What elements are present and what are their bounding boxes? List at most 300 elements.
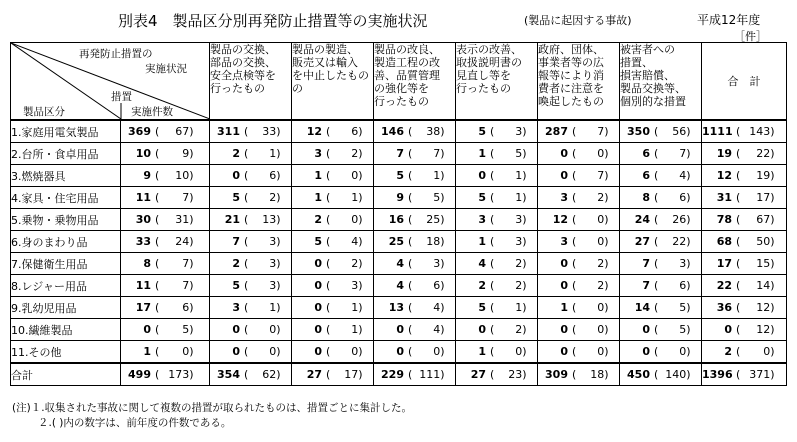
count-value: 11 <box>135 279 151 292</box>
implementation-count-cell <box>121 363 210 386</box>
row-label: 3.燃焼器具 <box>11 165 121 187</box>
count-value: 22 <box>716 279 732 292</box>
row-label: 1.家庭用電気製品 <box>11 120 121 143</box>
implementation-count-cell <box>121 209 210 231</box>
count-value: 3 <box>478 213 486 226</box>
count-value: 13 <box>388 301 404 314</box>
count-value: 2 <box>314 213 322 226</box>
previous-year-value: ( 56) <box>654 125 691 138</box>
implementation-count-cell <box>121 120 210 143</box>
count-value: 0 <box>560 257 568 270</box>
measure-cell <box>210 143 292 165</box>
measure-cell <box>210 275 292 297</box>
count-value: 5 <box>478 191 486 204</box>
previous-year-value: ( 4) <box>408 301 445 314</box>
measure-cell <box>374 143 456 165</box>
previous-year-value: ( 1) <box>244 147 281 160</box>
count-value: 12 <box>552 213 568 226</box>
count-value: 0 <box>560 345 568 358</box>
previous-year-value: ( 13) <box>244 213 281 226</box>
status-table <box>10 42 787 386</box>
table-row <box>11 143 787 165</box>
table-row <box>11 341 787 364</box>
measure-cell <box>292 143 374 165</box>
previous-year-value: ( 0) <box>572 323 609 336</box>
previous-year-value: ( 0) <box>408 345 445 358</box>
count-value: 0 <box>642 323 650 336</box>
measure-cell <box>620 341 702 364</box>
previous-year-value: ( 6) <box>408 279 445 292</box>
table-row <box>11 319 787 341</box>
count-value: 350 <box>627 125 650 138</box>
column-header: 製品の改良、 製造工程の改 善、品質管理 の強化等を 行ったもの <box>374 43 456 121</box>
count-value: 24 <box>634 213 650 226</box>
column-header: 製品の製造、 販売又は輸入 を中止したもの の <box>292 43 374 121</box>
implementation-count-cell <box>121 275 210 297</box>
previous-year-value: ( 5) <box>155 323 194 336</box>
row-label: 合計 <box>11 363 121 386</box>
count-value: 7 <box>396 147 404 160</box>
count-value: 0 <box>642 345 650 358</box>
count-value: 0 <box>232 345 240 358</box>
table-row <box>11 231 787 253</box>
measure-cell <box>456 187 538 209</box>
page-subtitle: (製品に起因する事故) <box>524 14 632 27</box>
count-value: 9 <box>143 169 151 182</box>
previous-year-value: ( 3) <box>654 257 691 270</box>
previous-year-value: ( 0) <box>244 323 281 336</box>
count-value: 146 <box>381 125 404 138</box>
previous-year-value: ( 5) <box>654 301 691 314</box>
previous-year-value: ( 1) <box>244 301 281 314</box>
previous-year-value: ( 0) <box>572 345 609 358</box>
count-value: 31 <box>716 191 732 204</box>
corner-label-status: 実施状況 <box>145 63 187 75</box>
previous-year-value: ( 1) <box>490 169 527 182</box>
count-value: 78 <box>716 213 732 226</box>
count-value: 6 <box>642 169 650 182</box>
measure-cell <box>210 231 292 253</box>
total-cell <box>702 209 787 231</box>
count-value: 309 <box>545 368 568 381</box>
total-cell <box>702 143 787 165</box>
measure-cell <box>456 231 538 253</box>
count-value: 0 <box>560 147 568 160</box>
previous-year-value: ( 3) <box>408 257 445 270</box>
count-value: 3 <box>314 147 322 160</box>
previous-year-value: ( 2) <box>572 257 609 270</box>
measure-cell <box>374 209 456 231</box>
count-value: 5 <box>396 169 404 182</box>
measure-cell <box>292 120 374 143</box>
previous-year-value: ( 173) <box>155 368 194 381</box>
measure-cell <box>374 319 456 341</box>
table-row <box>11 209 787 231</box>
fiscal-year: 平成12年度 <box>697 13 761 27</box>
measure-cell <box>538 363 620 386</box>
measure-cell <box>292 231 374 253</box>
count-value: 30 <box>135 213 151 226</box>
count-value: 3 <box>232 301 240 314</box>
total-row <box>11 363 787 386</box>
measure-cell <box>374 187 456 209</box>
measure-cell <box>620 319 702 341</box>
previous-year-value: ( 143) <box>736 125 775 138</box>
previous-year-value: ( 15) <box>736 257 775 270</box>
implementation-count-cell <box>121 341 210 364</box>
count-value: 8 <box>642 191 650 204</box>
count-value: 0 <box>314 301 322 314</box>
count-value: 0 <box>560 169 568 182</box>
total-cell <box>702 275 787 297</box>
count-value: 1396 <box>702 368 733 381</box>
previous-year-value: ( 6) <box>244 169 281 182</box>
count-value: 0 <box>396 323 404 336</box>
previous-year-value: ( 24) <box>155 235 194 248</box>
previous-year-value: ( 1) <box>326 191 363 204</box>
count-value: 1 <box>314 169 322 182</box>
count-value: 5 <box>478 301 486 314</box>
total-cell <box>702 187 787 209</box>
measure-cell <box>538 297 620 319</box>
row-label: 2.台所・食卓用品 <box>11 143 121 165</box>
footnote: ２.( )内の数字は、前年度の件数である。 <box>38 417 232 429</box>
measure-cell <box>292 253 374 275</box>
count-value: 2 <box>232 147 240 160</box>
total-cell <box>702 319 787 341</box>
total-cell <box>702 120 787 143</box>
measure-cell <box>538 341 620 364</box>
count-value: 68 <box>716 235 732 248</box>
count-value: 4 <box>396 279 404 292</box>
implementation-count-cell <box>121 297 210 319</box>
previous-year-value: ( 14) <box>736 279 775 292</box>
count-value: 0 <box>143 323 151 336</box>
previous-year-value: ( 3) <box>490 213 527 226</box>
measure-cell <box>210 187 292 209</box>
measure-cell <box>620 143 702 165</box>
count-value: 5 <box>232 279 240 292</box>
previous-year-value: ( 0) <box>490 345 527 358</box>
previous-year-value: ( 5) <box>408 191 445 204</box>
previous-year-value: ( 17) <box>736 191 775 204</box>
previous-year-value: ( 10) <box>155 169 194 182</box>
previous-year-value: ( 18) <box>572 368 609 381</box>
previous-year-value: ( 3) <box>244 257 281 270</box>
measure-cell <box>456 341 538 364</box>
count-value: 21 <box>224 213 240 226</box>
previous-year-value: ( 5) <box>490 147 527 160</box>
corner-label-measures: 再発防止措置の <box>79 48 153 60</box>
count-value: 2 <box>232 257 240 270</box>
column-header: 政府、団体、 事業者等の広 報等により消 費者に注意を 喚起したもの <box>538 43 620 121</box>
corner-label-category: 製品区分 <box>23 106 65 118</box>
count-value: 17 <box>135 301 151 314</box>
measure-cell <box>210 297 292 319</box>
count-value: 1111 <box>702 125 733 138</box>
previous-year-value: ( 50) <box>736 235 775 248</box>
unit-label: ［件］ <box>734 30 767 43</box>
column-header: 製品の交換、 部品の交換、 安全点検等を 行ったもの <box>210 43 292 121</box>
header-row <box>11 43 787 121</box>
table-row <box>11 187 787 209</box>
previous-year-value: ( 67) <box>155 125 194 138</box>
count-value: 11 <box>135 191 151 204</box>
measure-cell <box>374 253 456 275</box>
previous-year-value: ( 3) <box>490 235 527 248</box>
count-value: 7 <box>232 235 240 248</box>
previous-year-value: ( 6) <box>155 301 194 314</box>
previous-year-value: ( 9) <box>155 147 194 160</box>
count-value: 0 <box>314 345 322 358</box>
count-value: 19 <box>716 147 732 160</box>
count-value: 0 <box>478 169 486 182</box>
measure-cell <box>292 209 374 231</box>
measure-cell <box>620 253 702 275</box>
measure-cell <box>456 253 538 275</box>
implementation-count-cell <box>121 143 210 165</box>
previous-year-value: ( 111) <box>408 368 445 381</box>
measure-cell <box>538 165 620 187</box>
count-value: 3 <box>560 235 568 248</box>
table-row <box>11 120 787 143</box>
previous-year-value: ( 7) <box>654 147 691 160</box>
total-cell <box>702 231 787 253</box>
count-value: 0 <box>396 345 404 358</box>
measure-cell <box>456 275 538 297</box>
measure-cell <box>210 120 292 143</box>
previous-year-value: ( 23) <box>490 368 527 381</box>
previous-year-value: ( 22) <box>654 235 691 248</box>
previous-year-value: ( 2) <box>572 279 609 292</box>
previous-year-value: ( 2) <box>490 323 527 336</box>
count-value: 0 <box>560 323 568 336</box>
measure-cell <box>538 319 620 341</box>
page-title: 別表4 製品区分別再発防止措置等の実施状況 <box>118 12 428 30</box>
previous-year-value: ( 1) <box>326 323 363 336</box>
previous-year-value: ( 2) <box>326 257 363 270</box>
measure-cell <box>210 341 292 364</box>
total-cell <box>702 341 787 364</box>
count-value: 450 <box>627 368 650 381</box>
total-cell <box>702 363 787 386</box>
previous-year-value: ( 12) <box>736 323 775 336</box>
measure-cell <box>292 341 374 364</box>
count-value: 1 <box>560 301 568 314</box>
measure-cell <box>620 275 702 297</box>
count-value: 5 <box>232 191 240 204</box>
previous-year-value: ( 0) <box>326 213 363 226</box>
previous-year-value: ( 3) <box>490 125 527 138</box>
measure-cell <box>374 363 456 386</box>
implementation-count-cell <box>121 253 210 275</box>
measure-cell <box>620 231 702 253</box>
count-value: 12 <box>716 169 732 182</box>
count-value: 10 <box>135 147 151 160</box>
row-label: 7.保健衛生用品 <box>11 253 121 275</box>
previous-year-value: ( 62) <box>244 368 281 381</box>
count-value: 12 <box>306 125 322 138</box>
count-value: 27 <box>634 235 650 248</box>
measure-cell <box>210 253 292 275</box>
previous-year-value: ( 6) <box>654 191 691 204</box>
previous-year-value: ( 4) <box>654 169 691 182</box>
measure-cell <box>620 187 702 209</box>
previous-year-value: ( 19) <box>736 169 775 182</box>
total-cell <box>702 253 787 275</box>
previous-year-value: ( 3) <box>244 279 281 292</box>
previous-year-value: ( 4) <box>408 323 445 336</box>
implementation-count-cell <box>121 231 210 253</box>
previous-year-value: ( 0) <box>736 345 775 358</box>
measure-cell <box>620 297 702 319</box>
previous-year-value: ( 38) <box>408 125 445 138</box>
previous-year-value: ( 6) <box>654 279 691 292</box>
measure-cell <box>456 120 538 143</box>
previous-year-value: ( 31) <box>155 213 194 226</box>
count-value: 369 <box>128 125 151 138</box>
row-label: 6.身のまわり品 <box>11 231 121 253</box>
count-value: 5 <box>478 125 486 138</box>
measure-cell <box>456 363 538 386</box>
table-row <box>11 165 787 187</box>
previous-year-value: ( 1) <box>490 301 527 314</box>
previous-year-value: ( 0) <box>572 235 609 248</box>
previous-year-value: ( 7) <box>572 169 609 182</box>
previous-year-value: ( 2) <box>572 191 609 204</box>
count-value: 0 <box>478 323 486 336</box>
measure-cell <box>538 143 620 165</box>
measure-cell <box>374 341 456 364</box>
count-value: 3 <box>560 191 568 204</box>
count-value: 229 <box>381 368 404 381</box>
implementation-count-cell <box>121 165 210 187</box>
measure-cell <box>292 363 374 386</box>
previous-year-value: ( 2) <box>244 191 281 204</box>
previous-year-value: ( 2) <box>326 147 363 160</box>
count-value: 354 <box>217 368 240 381</box>
measure-cell <box>292 319 374 341</box>
count-value: 1 <box>478 345 486 358</box>
count-value: 0 <box>724 323 732 336</box>
previous-year-value: ( 67) <box>736 213 775 226</box>
total-cell <box>702 297 787 319</box>
previous-year-value: ( 1) <box>326 301 363 314</box>
count-value: 0 <box>314 257 322 270</box>
previous-year-value: ( 2) <box>490 279 527 292</box>
previous-year-value: ( 7) <box>155 257 194 270</box>
previous-year-value: ( 0) <box>572 213 609 226</box>
count-value: 0 <box>232 323 240 336</box>
previous-year-value: ( 1) <box>490 191 527 204</box>
count-value: 287 <box>545 125 568 138</box>
measure-cell <box>538 253 620 275</box>
row-label: 8.レジャー用品 <box>11 275 121 297</box>
previous-year-value: ( 7) <box>155 191 194 204</box>
count-value: 36 <box>716 301 732 314</box>
table-row <box>11 253 787 275</box>
measure-cell <box>292 165 374 187</box>
previous-year-value: ( 25) <box>408 213 445 226</box>
corner-label-count: 実施件数 <box>131 106 173 118</box>
measure-cell <box>456 165 538 187</box>
count-value: 499 <box>128 368 151 381</box>
count-value: 7 <box>642 279 650 292</box>
previous-year-value: ( 2) <box>490 257 527 270</box>
count-value: 33 <box>135 235 151 248</box>
count-value: 9 <box>396 191 404 204</box>
corner-header <box>11 43 210 121</box>
column-header: 表示の改善、 取扱説明書の 見直し等を 行ったもの <box>456 43 538 121</box>
previous-year-value: ( 371) <box>736 368 775 381</box>
count-value: 2 <box>724 345 732 358</box>
previous-year-value: ( 140) <box>654 368 691 381</box>
previous-year-value: ( 0) <box>326 345 363 358</box>
previous-year-value: ( 0) <box>155 345 194 358</box>
measure-cell <box>620 120 702 143</box>
count-value: 7 <box>642 257 650 270</box>
previous-year-value: ( 3) <box>326 279 363 292</box>
measure-cell <box>620 165 702 187</box>
measure-cell <box>210 363 292 386</box>
count-value: 27 <box>306 368 322 381</box>
previous-year-value: ( 18) <box>408 235 445 248</box>
row-label: 9.乳幼児用品 <box>11 297 121 319</box>
row-label: 11.その他 <box>11 341 121 364</box>
implementation-count-cell <box>121 319 210 341</box>
column-header: 被害者への 措置、 損害賠償、 製品交換等、 個別的な措置 <box>620 43 702 121</box>
count-value: 311 <box>217 125 240 138</box>
previous-year-value: ( 26) <box>654 213 691 226</box>
count-value: 17 <box>716 257 732 270</box>
count-value: 4 <box>478 257 486 270</box>
measure-cell <box>210 319 292 341</box>
measure-cell <box>538 120 620 143</box>
row-label: 10.繊維製品 <box>11 319 121 341</box>
table-row <box>11 275 787 297</box>
count-value: 25 <box>388 235 404 248</box>
footnotes <box>12 401 412 431</box>
previous-year-value: ( 17) <box>326 368 363 381</box>
count-value: 5 <box>314 235 322 248</box>
count-value: 1 <box>143 345 151 358</box>
measure-cell <box>620 363 702 386</box>
count-value: 0 <box>314 279 322 292</box>
measure-cell <box>538 187 620 209</box>
previous-year-value: ( 1) <box>408 169 445 182</box>
measure-cell <box>456 209 538 231</box>
previous-year-value: ( 5) <box>654 323 691 336</box>
count-value: 1 <box>478 147 486 160</box>
previous-year-value: ( 0) <box>654 345 691 358</box>
count-value: 0 <box>232 169 240 182</box>
previous-year-value: ( 33) <box>244 125 281 138</box>
measure-cell <box>374 165 456 187</box>
measure-cell <box>538 209 620 231</box>
measure-cell <box>210 209 292 231</box>
measure-cell <box>374 275 456 297</box>
footnote: (注)１.収集された事故に関して複数の措置が取られたものは、措置ごとに集計した。 <box>12 402 413 414</box>
total-cell <box>702 165 787 187</box>
corner-label-measure: 措置 <box>111 91 132 103</box>
count-value: 27 <box>470 368 486 381</box>
count-value: 2 <box>478 279 486 292</box>
count-value: 1 <box>478 235 486 248</box>
previous-year-value: ( 6) <box>326 125 363 138</box>
measure-cell <box>374 120 456 143</box>
measure-cell <box>292 297 374 319</box>
count-value: 8 <box>143 257 151 270</box>
